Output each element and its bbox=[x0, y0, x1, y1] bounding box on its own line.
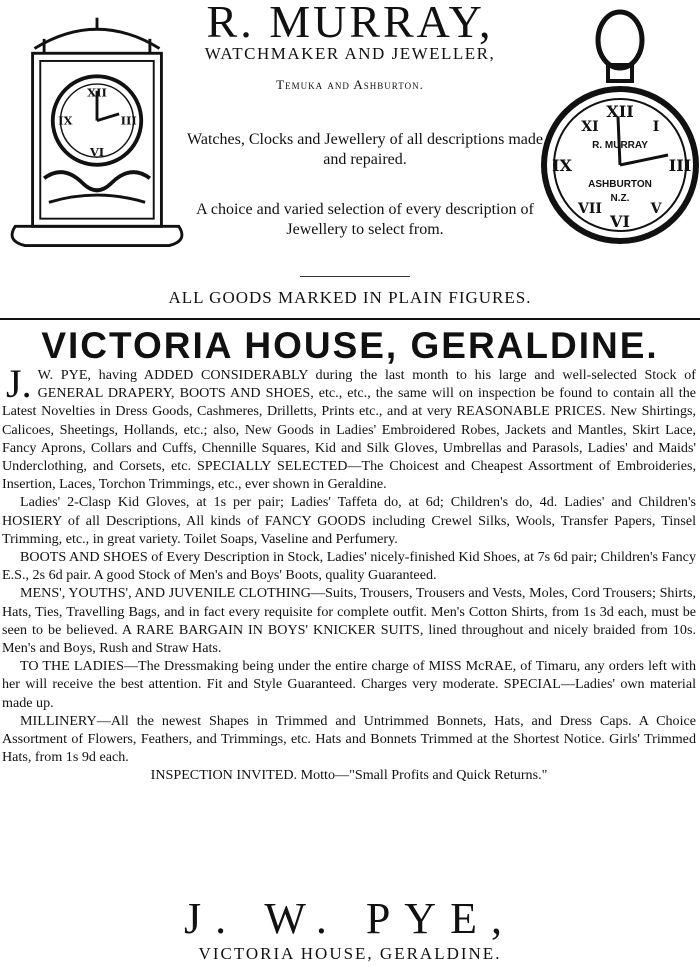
pye-address: VICTORIA HOUSE, GERALDINE. bbox=[198, 944, 502, 963]
svg-text:III: III bbox=[120, 113, 137, 128]
murray-services: Watches, Clocks and Jewellery of all descriptions made and repaired. bbox=[187, 131, 543, 168]
paragraph-drapery bbox=[2, 361, 696, 493]
paragraph-clothing: MENS', YOUTHS', AND JUVENILE CLOTHING—Suits, Trousers, Trousers and Vests, Moles, Cord Trousers; Shirts, Hats, Ties, Travelling Bags, and in fact every requisite for complete outfit. Men's Cotton Shirts, from 1s 3d each, must be seen to be believed. A RARE BARGAIN IN BOYS' KNICKER SUITS, lined throughout and nicely braided from 10s. Men's and Boys, Rush and Straw Hats. bbox=[2, 585, 696, 657]
pocket-watch-illustration bbox=[540, 5, 700, 255]
svg-text:IX: IX bbox=[552, 156, 572, 175]
svg-text:III: III bbox=[668, 156, 692, 175]
svg-text:VII: VII bbox=[578, 201, 602, 217]
drop-cap: J. bbox=[6, 361, 32, 406]
divider-short bbox=[300, 276, 410, 277]
svg-text:XII: XII bbox=[87, 85, 107, 100]
murray-trade: WATCHMAKER AND JEWELLER, bbox=[204, 44, 496, 63]
murray-locations: Temuka and Ashburton. bbox=[276, 77, 424, 92]
paragraph-dressmaking: TO THE LADIES—The Dressmaking being under the entire charge of MISS McRAE, of Timaru, any orders left with her will receive the best attention. Fit and Style Guaranteed. Charges very moderate. SPECIAL—Ladies' own material made up. bbox=[2, 658, 696, 711]
svg-text:VI: VI bbox=[610, 212, 630, 231]
paragraph-boots: BOOTS AND SHOES of Every Description in Stock, Ladies' nicely-finished Kid Shoes, at 7s 6d pair; Children's Fancy E.S., 2s 6d pair. A good Stock of Men's and Boys' Boots, quality Guaranteed. bbox=[2, 549, 696, 584]
watch-dial-town: ASHBURTON bbox=[588, 179, 652, 190]
paragraph-motto: INSPECTION INVITED. Motto—"Small Profits and Quick Returns." bbox=[150, 767, 548, 784]
svg-text:XII: XII bbox=[606, 102, 634, 121]
divider-rule bbox=[0, 318, 700, 320]
paragraph-gloves: Ladies' 2-Clasp Kid Gloves, at 1s per pair; Ladies' Taffeta do, at 6d; Children's do, 4d. Ladies' and Children's HOSIERY of all Descriptions, All kinds of FANCY GOODS including Crewel Silks, Wools, Transfer Papers, Tinsel Trimming, etc., in great variety. Toilet Soaps, Vaseline and Perfumery. bbox=[2, 494, 696, 547]
svg-text:I: I bbox=[652, 119, 660, 135]
watch-dial-country: N.Z. bbox=[610, 193, 630, 204]
paragraph-millinery: MILLINERY—All the newest Shapes in Trimmed and Untrimmed Bonnets, Hats, and Dress Caps. A Choice Assortment of Flowers, Feathers, and Trimmings, etc. Hats and Bonnets Trimmed at the Shortest Notice. Girls' Trimmed Hats, from 1s 9d each. bbox=[2, 712, 696, 766]
victoria-body bbox=[2, 361, 696, 785]
svg-text:V: V bbox=[650, 201, 662, 217]
murray-notice: ALL GOODS MARKED IN PLAIN FIGURES. bbox=[168, 288, 532, 307]
pye-signature: J. W. PYE, bbox=[184, 894, 516, 943]
watch-dial-name: R. MURRAY bbox=[592, 140, 648, 151]
svg-text:VI: VI bbox=[89, 145, 105, 160]
svg-text:XI: XI bbox=[581, 119, 599, 135]
murray-heading: R. MURRAY, bbox=[206, 0, 494, 47]
victoria-house-heading: VICTORIA HOUSE, GERALDINE. bbox=[41, 325, 659, 366]
paragraph-drapery-text: W. PYE, having ADDED CONSIDERABLY during the last month to his large and well-selected Stock of GENERAL DRAPERY, BOOTS AND SHOES, etc., etc., the same will on inspection be found to contain all the Latest Novelties in Dress Goods, Cashmeres, Drilletts, Prints etc., and at very REASONABLE PRICES. New Shirtings, Calicoes, Sheetings, Hollands, etc.; also, New Goods in Ladies' Embroidered Robes, Jackets and Mantles, Skirt Lace, Fancy Aprons, Collars and Cuffs, Chennille Squares, Kid and Silk Gloves, Umbrellas and Parasols, Ladies' and Maids' Underclothing, and Corsets, etc. SPECIALLY SELECTED—The Choicest and Cheapest Assortment of Embroideries, Insertion, Laces, Torchon Trimmings, etc., ever shown in Geraldine. bbox=[2, 367, 696, 493]
svg-text:IX: IX bbox=[58, 113, 73, 128]
murray-selection: A choice and varied selection of every description of Jewellery to select from. bbox=[196, 201, 534, 238]
